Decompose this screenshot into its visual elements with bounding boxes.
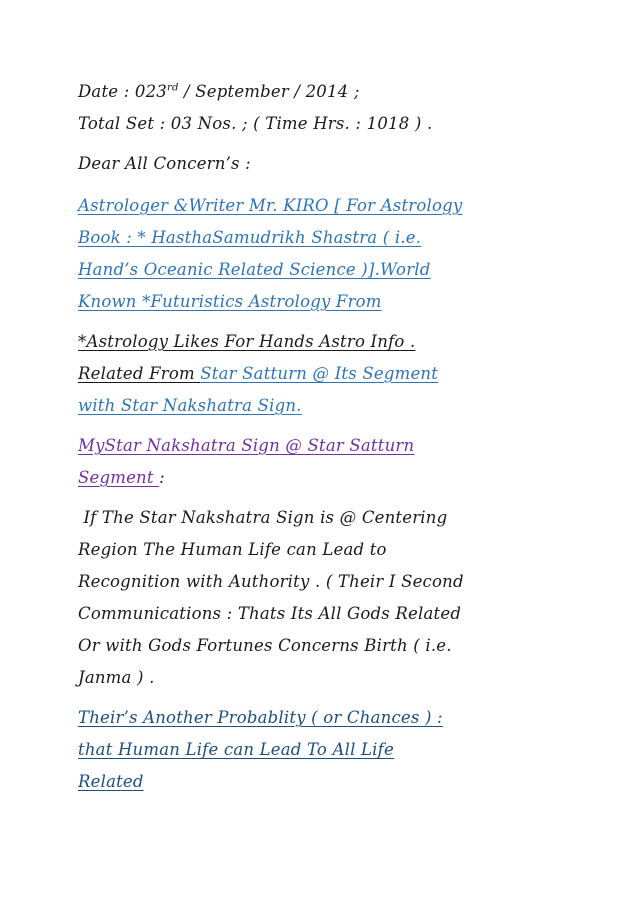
paragraph-line (78, 358, 578, 390)
header-block (78, 76, 578, 140)
segment-text: Segment (78, 468, 160, 487)
satturn-segment-link: Star Satturn @ Its Segment (200, 364, 439, 383)
paragraph-line: Communications : Thats Its All Gods Related (78, 604, 462, 623)
paragraph-line: Region The Human Life can Lead to (78, 540, 387, 559)
paragraph-line: Book : * HasthaSamudrikh Shastra ( i.e. (78, 228, 422, 247)
colon-text: : (159, 468, 165, 487)
document-page (78, 76, 578, 798)
date-line (78, 76, 578, 108)
paragraph-line: that Human Life can Lead To All Life (78, 740, 394, 759)
heading-line (78, 462, 578, 494)
heading-line: MyStar Nakshatra Sign @ Star Satturn (78, 436, 415, 455)
paragraph-line: If The Star Nakshatra Sign is @ Centering (78, 508, 448, 527)
heading-mystar-nakshatra (78, 430, 578, 494)
date-prefix: Date : 023 (78, 82, 168, 101)
paragraph-astrology-likes (78, 326, 578, 422)
greeting: Dear All Concern’s : (78, 154, 251, 173)
paragraph-line: with Star Nakshatra Sign. (78, 396, 302, 415)
paragraph-line: Or with Gods Fortunes Concerns Birth ( i.e. (78, 636, 452, 655)
paragraph-line: Their’s Another Probablity ( or Chances ) : (78, 708, 443, 727)
date-superscript: rd (167, 82, 179, 94)
paragraph-centering-region (78, 502, 578, 694)
paragraph-line: Related (78, 772, 144, 791)
date-suffix: / September / 2014 ; (178, 82, 360, 101)
related-from-text: Related From (78, 364, 201, 383)
paragraph-line: *Astrology Likes For Hands Astro Info . (78, 332, 416, 351)
total-set-line: Total Set : 03 Nos. ; ( Time Hrs. : 1018 ) . (78, 114, 433, 133)
paragraph-another-probablity (78, 702, 578, 798)
paragraph-line: Recognition with Authority . ( Their I Second (78, 572, 464, 591)
paragraph-line: Hand’s Oceanic Related Science )].World (78, 260, 431, 279)
paragraph-line: Astrologer &Writer Mr. KIRO [ For Astrology (78, 196, 463, 215)
paragraph-kiro (78, 190, 578, 318)
paragraph-line: Janma ) . (78, 668, 155, 687)
paragraph-line: Known *Futuristics Astrology From (78, 292, 382, 311)
